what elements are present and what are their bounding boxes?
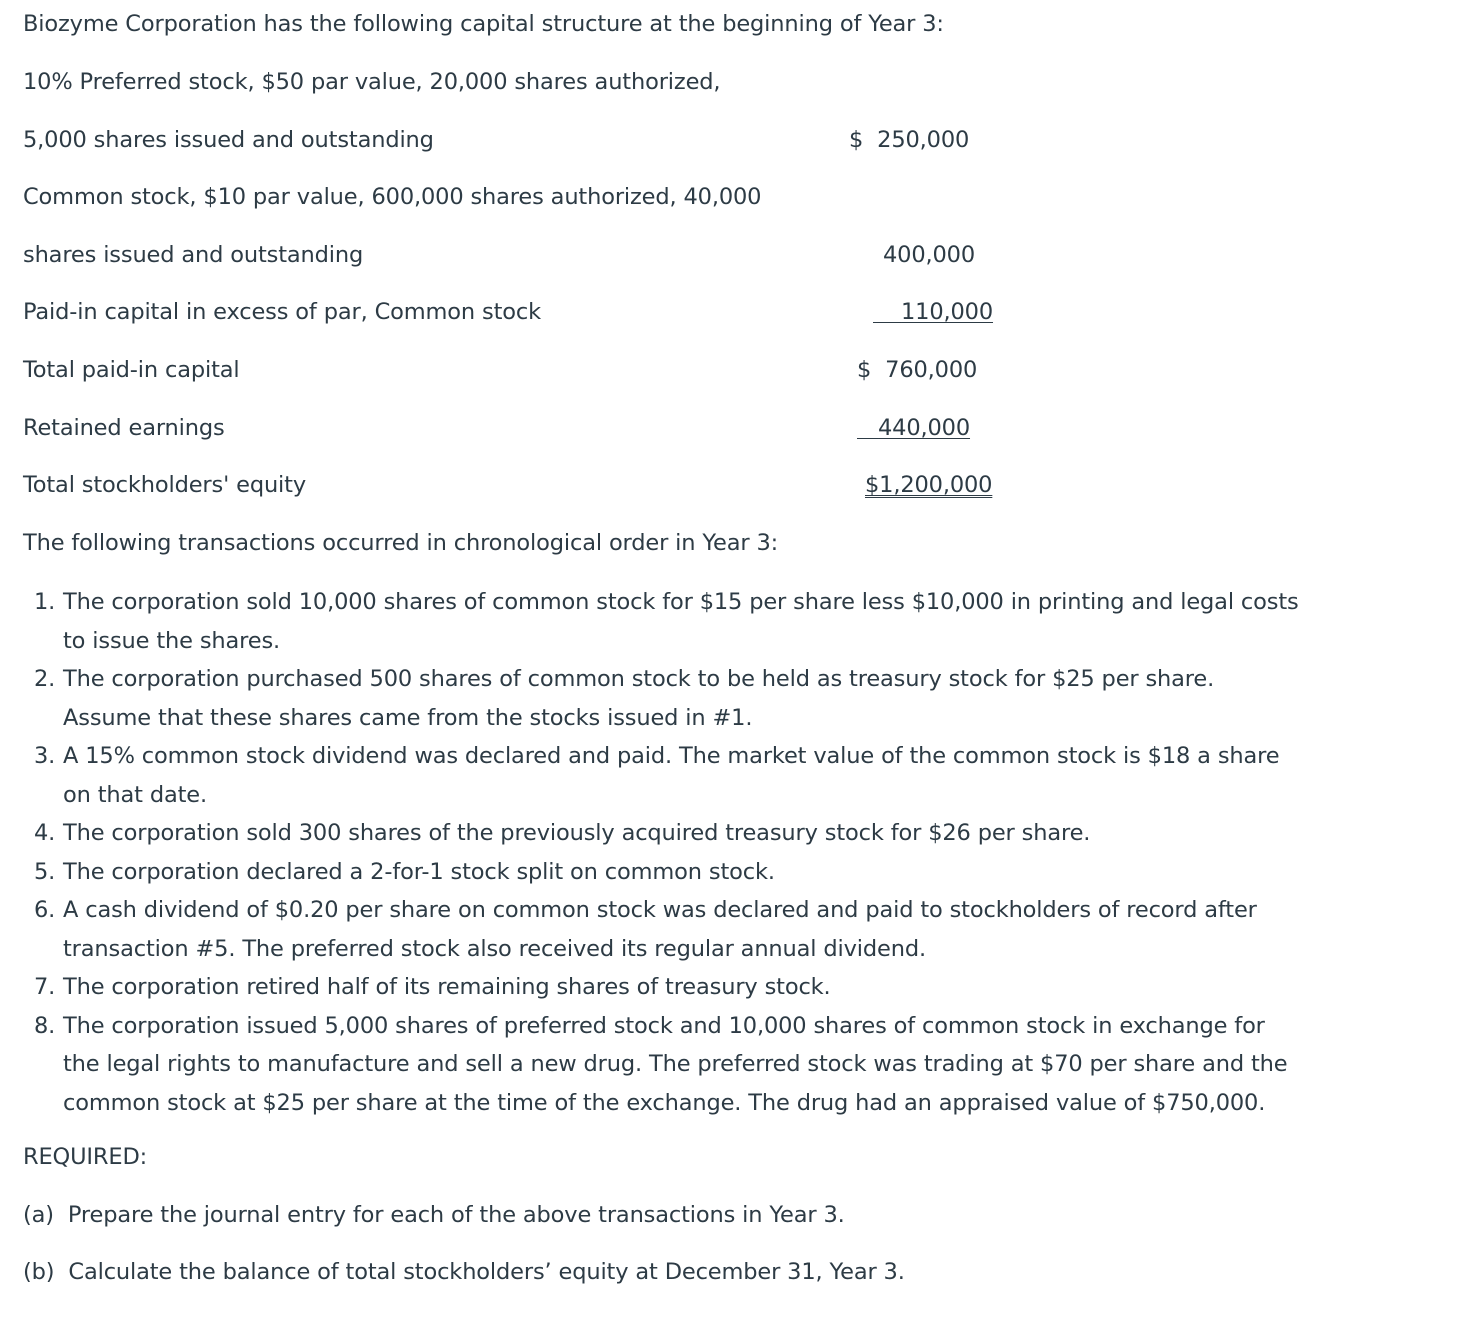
preferred-stock-label-line1: 10% Preferred stock, $50 par value, 20,000 shares authorized, <box>23 69 721 95</box>
transaction-text: The corporation sold 300 shares of the previously acquired treasury stock for $26 per share. <box>63 820 1091 846</box>
transaction-item <box>23 737 1303 814</box>
transaction-item <box>23 1007 1303 1123</box>
required-part-b: (b) Calculate the balance of total stockholders’ equity at December 31, Year 3. <box>23 1259 905 1285</box>
transaction-item <box>23 660 1303 737</box>
paid-in-capital-label: Paid-in capital in excess of par, Common stock <box>23 299 541 325</box>
common-stock-amount: 400,000 <box>883 242 975 268</box>
transaction-text: A cash dividend of $0.20 per share on common stock was declared and paid to stockholders of record after transaction #5. The preferred stock also received its regular annual dividend. <box>63 897 1257 962</box>
retained-earnings-pad <box>857 415 878 441</box>
required-part-a: (a) Prepare the journal entry for each of the above transactions in Year 3. <box>23 1202 845 1228</box>
common-stock-label-line1: Common stock, $10 par value, 600,000 shares authorized, 40,000 <box>23 184 762 210</box>
preferred-stock-amount: $ 250,000 <box>849 127 970 153</box>
transaction-number: 4. <box>34 820 56 846</box>
transaction-item <box>23 891 1303 968</box>
transaction-text: The corporation declared a 2-for-1 stock split on common stock. <box>63 858 775 885</box>
transaction-item <box>23 814 1303 853</box>
preferred-stock-label-line2: 5,000 shares issued and outstanding <box>23 127 434 153</box>
transactions-list <box>23 583 1303 1122</box>
paid-in-capital-pad <box>873 299 901 325</box>
transaction-text: The corporation sold 10,000 shares of common stock for $15 per share less $10,000 in printing and legal costs to issue the shares. <box>63 589 1299 654</box>
common-stock-label-line2: shares issued and outstanding <box>23 242 364 268</box>
total-stockholders-equity-amount: $1,200,000 <box>865 472 993 498</box>
retained-earnings-value: 440,000 <box>878 415 971 441</box>
paid-in-capital-amount <box>873 297 993 327</box>
transaction-item <box>23 583 1303 660</box>
transaction-number: 5. <box>34 858 56 885</box>
total-stockholders-equity-label: Total stockholders' equity <box>23 472 306 498</box>
transaction-text: The corporation issued 5,000 shares of preferred stock and 10,000 shares of common stock in exchange for the legal rights to manufacture and sell a new drug. The preferred stock was trading at $70 per share and the common stock at $25 per share at the time of the exchange. The drug had an appraised value of $750,000. <box>63 1012 1288 1116</box>
total-paid-in-capital-label: Total paid-in capital <box>23 357 240 383</box>
transactions-intro: The following transactions occurred in chronological order in Year 3: <box>23 530 779 556</box>
transaction-number: 1. <box>34 589 56 615</box>
problem-document <box>23 0 1453 1344</box>
transaction-number: 8. <box>34 1012 56 1039</box>
transaction-item <box>23 853 1303 892</box>
retained-earnings-amount <box>857 413 970 443</box>
total-paid-in-capital-amount: $ 760,000 <box>857 357 978 383</box>
transaction-number: 7. <box>34 974 56 1000</box>
intro-text: Biozyme Corporation has the following capital structure at the beginning of Year 3: <box>23 11 944 37</box>
transaction-number: 3. <box>34 743 56 769</box>
transaction-text: The corporation purchased 500 shares of common stock to be held as treasury stock for $25 per share. Assume that these shares came from the stocks issued in #1. <box>63 666 1215 731</box>
required-heading: REQUIRED: <box>23 1144 148 1170</box>
transaction-text: A 15% common stock dividend was declared and paid. The market value of the common stock is $18 a share on that date. <box>63 743 1280 808</box>
retained-earnings-label: Retained earnings <box>23 415 225 441</box>
transaction-item <box>23 968 1303 1007</box>
transaction-number: 6. <box>34 897 56 923</box>
transaction-number: 2. <box>34 666 56 692</box>
transaction-text: The corporation retired half of its remaining shares of treasury stock. <box>63 974 831 1000</box>
paid-in-capital-value: 110,000 <box>901 299 994 325</box>
